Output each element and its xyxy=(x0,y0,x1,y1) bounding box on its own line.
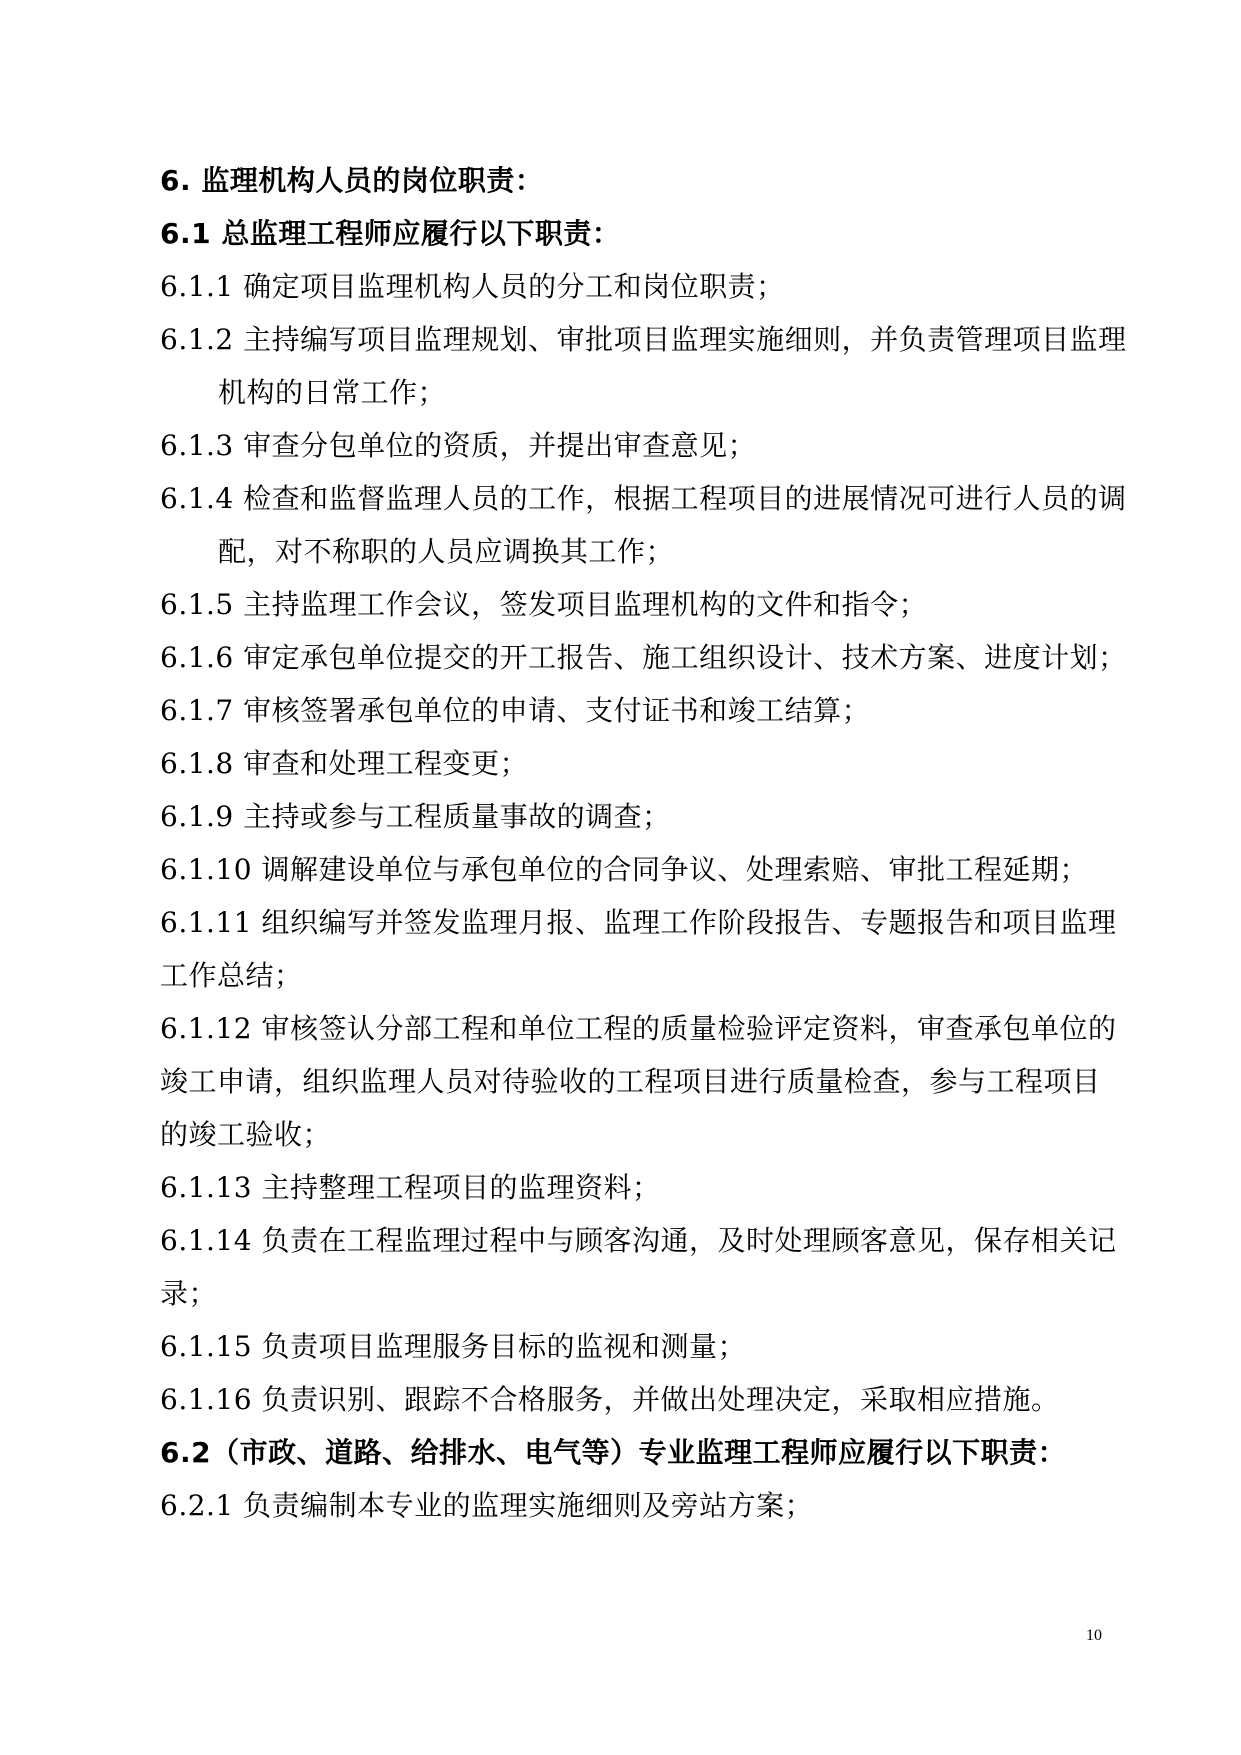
clause-6-1-4-continuation: 配，对不称职的人员应调换其工作； xyxy=(218,535,675,568)
clause-6-1-7: 6.1.7 审核签署承包单位的申请、支付证书和竣工结算； xyxy=(160,694,871,727)
clause-6-1-2-continuation: 机构的日常工作； xyxy=(218,376,447,409)
clause-6-1-11-continuation: 工作总结； xyxy=(160,959,303,992)
clause-6-1-12: 6.1.12 审核签认分部工程和单位工程的质量检验评定资料，审查承包单位的 xyxy=(160,1012,1117,1045)
clause-6-1-12-continuation-2: 的竣工验收； xyxy=(160,1118,332,1151)
clause-6-1-14-continuation: 录； xyxy=(160,1277,218,1310)
clause-6-1-8: 6.1.8 审查和处理工程变更； xyxy=(160,747,529,780)
clause-6-1-4: 6.1.4 检查和监督监理人员的工作，根据工程项目的进展情况可进行人员的调 xyxy=(160,482,1127,515)
document-body xyxy=(160,154,1127,1532)
clause-6-1-6: 6.1.6 审定承包单位提交的开工报告、施工组织设计、技术方案、进度计划； xyxy=(160,641,1127,674)
clause-6-1-9: 6.1.9 主持或参与工程质量事故的调查； xyxy=(160,800,671,833)
subsection-heading-6-2: 6.2（市政、道路、给排水、电气等）专业监理工程师应履行以下职责： xyxy=(160,1436,1067,1469)
clause-6-1-14: 6.1.14 负责在工程监理过程中与顾客沟通，及时处理顾客意见，保存相关记 xyxy=(160,1224,1117,1257)
clause-6-1-12-continuation-1: 竣工申请，组织监理人员对待验收的工程项目进行质量检查，参与工程项目 xyxy=(160,1065,1101,1098)
clause-6-1-5: 6.1.5 主持监理工作会议，签发项目监理机构的文件和指令； xyxy=(160,588,928,621)
clause-6-1-11: 6.1.11 组织编写并签发监理月报、监理工作阶段报告、专题报告和项目监理 xyxy=(160,906,1117,939)
clause-6-1-10: 6.1.10 调解建设单位与承包单位的合同争议、处理索赔、审批工程延期； xyxy=(160,853,1088,886)
page-number: 10 xyxy=(1086,1627,1102,1644)
clause-6-2-1: 6.2.1 负责编制本专业的监理实施细则及旁站方案； xyxy=(160,1489,814,1522)
subsection-heading-6-1: 6.1 总监理工程师应履行以下职责： xyxy=(160,217,621,250)
clause-6-1-13: 6.1.13 主持整理工程项目的监理资料； xyxy=(160,1171,661,1204)
clause-6-1-16: 6.1.16 负责识别、跟踪不合格服务，并做出处理决定，采取相应措施。 xyxy=(160,1383,1060,1416)
section-heading-6: 6. 监理机构人员的岗位职责： xyxy=(160,164,544,197)
clause-6-1-3: 6.1.3 审查分包单位的资质，并提出审查意见； xyxy=(160,429,757,462)
clause-6-1-2: 6.1.2 主持编写项目监理规划、审批项目监理实施细则，并负责管理项目监理 xyxy=(160,323,1127,356)
clause-6-1-1: 6.1.1 确定项目监理机构人员的分工和岗位职责； xyxy=(160,270,785,303)
clause-6-1-15: 6.1.15 负责项目监理服务目标的监视和测量； xyxy=(160,1330,746,1363)
